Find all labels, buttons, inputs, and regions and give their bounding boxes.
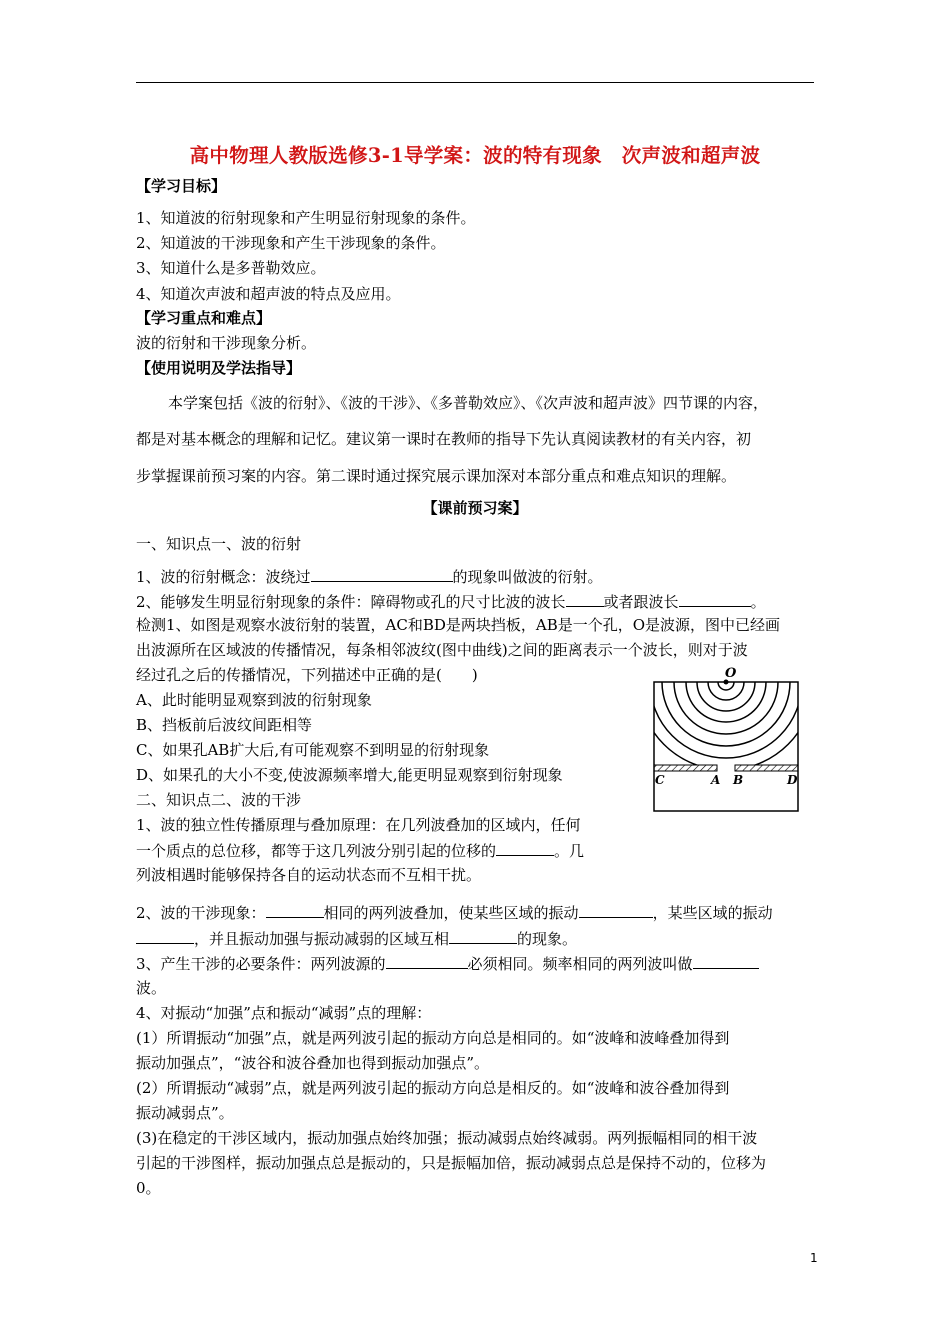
answer-blank[interactable] bbox=[449, 928, 517, 944]
part1-heading: 一、知识点一、波的衍射 bbox=[136, 535, 302, 553]
goal-item: 1、知道波的衍射现象和产生明显衍射现象的条件。 bbox=[136, 209, 476, 227]
option-c: C、如果孔AB扩大后,有可能观察不到明显的衍射现象 bbox=[136, 741, 490, 759]
header-rule bbox=[136, 82, 814, 83]
interference-q4-2-line: 振动减弱点”。 bbox=[136, 1104, 234, 1122]
label-b: B bbox=[733, 773, 744, 787]
interference-q2-text-c: ，某些区域的振动 bbox=[652, 904, 773, 922]
interference-q3-text-a: 3、产生干涉的必要条件：两列波源的 bbox=[136, 955, 386, 973]
interference-q4-2-line: (2）所谓振动“减弱”点，就是两列波引起的振动方向总是相反的。如“波峰和波谷叠加得到 bbox=[136, 1079, 730, 1097]
interference-q1-text-b: 。几 bbox=[554, 842, 585, 860]
interference-q4-3-line: 引起的干涉图样，振动加强点总是振动的，只是振幅加倍，振动减弱点总是保持不动的，位移为 bbox=[136, 1154, 767, 1172]
interference-q4-1-line: 振动加强点”，“波谷和波谷叠加也得到振动加强点”。 bbox=[136, 1054, 490, 1072]
page-title: 高中物理人教版选修3-1导学案：波的特有现象 次声波和超声波 bbox=[189, 144, 761, 167]
answer-blank[interactable] bbox=[679, 591, 751, 607]
barrier-ac bbox=[654, 765, 717, 771]
answer-blank[interactable] bbox=[693, 953, 759, 969]
option-a: A、此时能明显观察到波的衍射现象 bbox=[136, 691, 372, 709]
interference-q3-end: 波。 bbox=[136, 979, 167, 997]
answer-blank[interactable] bbox=[136, 928, 194, 944]
section-preview-heading: 【课前预习案】 bbox=[422, 499, 528, 517]
label-a: A bbox=[711, 773, 721, 787]
interference-q2 bbox=[136, 902, 773, 923]
diffraction-q2 bbox=[136, 591, 766, 612]
answer-blank[interactable] bbox=[266, 902, 324, 918]
answer-blank[interactable] bbox=[566, 591, 604, 607]
check1-line: 经过孔之后的传播情况，下列描述中正确的是( ) bbox=[136, 666, 478, 684]
barrier-bd bbox=[735, 765, 798, 771]
interference-q4: 4、对振动“加强”点和振动“减弱”点的理解： bbox=[136, 1004, 432, 1022]
diffraction-q1-text-a: 1、波的衍射概念：波绕过 bbox=[136, 568, 311, 586]
diffraction-q2-text-a: 2、能够发生明显衍射现象的条件：障碍物或孔的尺寸比波的波长 bbox=[136, 593, 566, 611]
check1-line: 检测1、如图是观察水波衍射的装置，AC和BD是两块挡板，AB是一个孔，O是波源，图中已经画 bbox=[136, 616, 781, 634]
interference-q1-text-a: 一个质点的总位移，都等于这几列波分别引起的位移的 bbox=[136, 842, 497, 860]
interference-q2-text-d: ，并且振动加强与振动减弱的区域互相 bbox=[194, 930, 450, 948]
interference-q3 bbox=[136, 953, 759, 974]
interference-q1-line2 bbox=[136, 840, 584, 861]
section-keypoints-heading: 【学习重点和难点】 bbox=[136, 309, 272, 327]
answer-blank[interactable] bbox=[579, 902, 653, 918]
section-goals-heading: 【学习目标】 bbox=[136, 177, 227, 195]
goal-item: 4、知道次声波和超声波的特点及应用。 bbox=[136, 285, 401, 303]
check1-line: 出波源所在区域波的传播情况，每条相邻波纹(图中曲线)之间的距离表示一个波长，则对于波 bbox=[136, 641, 748, 659]
interference-q4-1-line: (1）所谓振动“加强”点，就是两列波引起的振动方向总是相同的。如“波峰和波峰叠加得到 bbox=[136, 1029, 730, 1047]
wave-diffraction-figure bbox=[646, 662, 806, 814]
interference-q1-line: 列波相遇时能够保持各自的运动状态而不互相干扰。 bbox=[136, 866, 482, 884]
goal-item: 2、知道波的干涉现象和产生干涉现象的条件。 bbox=[136, 234, 446, 252]
interference-q4-3-line: (3)在稳定的干涉区域内，振动加强点始终加强；振动减弱点始终减弱。两列振幅相同的相干波 bbox=[136, 1129, 758, 1147]
option-b: B、挡板前后波纹间距相等 bbox=[136, 716, 313, 734]
usage-line: 本学案包括《波的衍射》、《波的干涉》、《多普勒效应》、《次声波和超声波》四节课的内容， bbox=[168, 394, 769, 412]
section-usage-heading: 【使用说明及学法指导】 bbox=[136, 359, 302, 377]
usage-line: 都是对基本概念的理解和记忆。建议第一课时在教师的指导下先认真阅读教材的有关内容，初 bbox=[136, 430, 752, 448]
diffraction-q2-text-b: 或者跟波长 bbox=[603, 593, 679, 611]
answer-blank[interactable] bbox=[496, 840, 554, 856]
diffraction-q1-text-b: 的现象叫做波的衍射。 bbox=[452, 568, 603, 586]
interference-q4-3-line: 0。 bbox=[136, 1179, 161, 1197]
page-number: 1 bbox=[810, 1251, 818, 1265]
interference-q2-line2 bbox=[136, 928, 577, 949]
usage-line: 步掌握课前预习案的内容。第二课时通过探究展示课加深对本部分重点和难点知识的理解。 bbox=[136, 467, 737, 485]
label-c: C bbox=[655, 773, 665, 787]
option-d: D、如果孔的大小不变,使波源频率增大,能更明显观察到衍射现象 bbox=[136, 766, 563, 784]
answer-blank[interactable] bbox=[311, 566, 453, 582]
keypoints-text: 波的衍射和干涉现象分析。 bbox=[136, 334, 317, 352]
interference-q2-text-e: 的现象。 bbox=[517, 930, 578, 948]
goal-item: 3、知道什么是多普勒效应。 bbox=[136, 259, 326, 277]
answer-blank[interactable] bbox=[386, 953, 468, 969]
interference-q2-text-b: 相同的两列波叠加，使某些区域的振动 bbox=[323, 904, 579, 922]
label-d: D bbox=[787, 773, 798, 787]
interference-q2-text-a: 2、波的干涉现象： bbox=[136, 904, 266, 922]
label-o: O bbox=[725, 666, 737, 681]
diffraction-q2-text-c: 。 bbox=[750, 593, 766, 611]
part2-heading: 二、知识点二、波的干涉 bbox=[136, 791, 302, 809]
interference-q1-line: 1、波的独立性传播原理与叠加原理：在几列波叠加的区域内，任何 bbox=[136, 816, 581, 834]
interference-q3-text-b: 必须相同。频率相同的两列波叫做 bbox=[467, 955, 693, 973]
diffraction-q1 bbox=[136, 566, 603, 587]
